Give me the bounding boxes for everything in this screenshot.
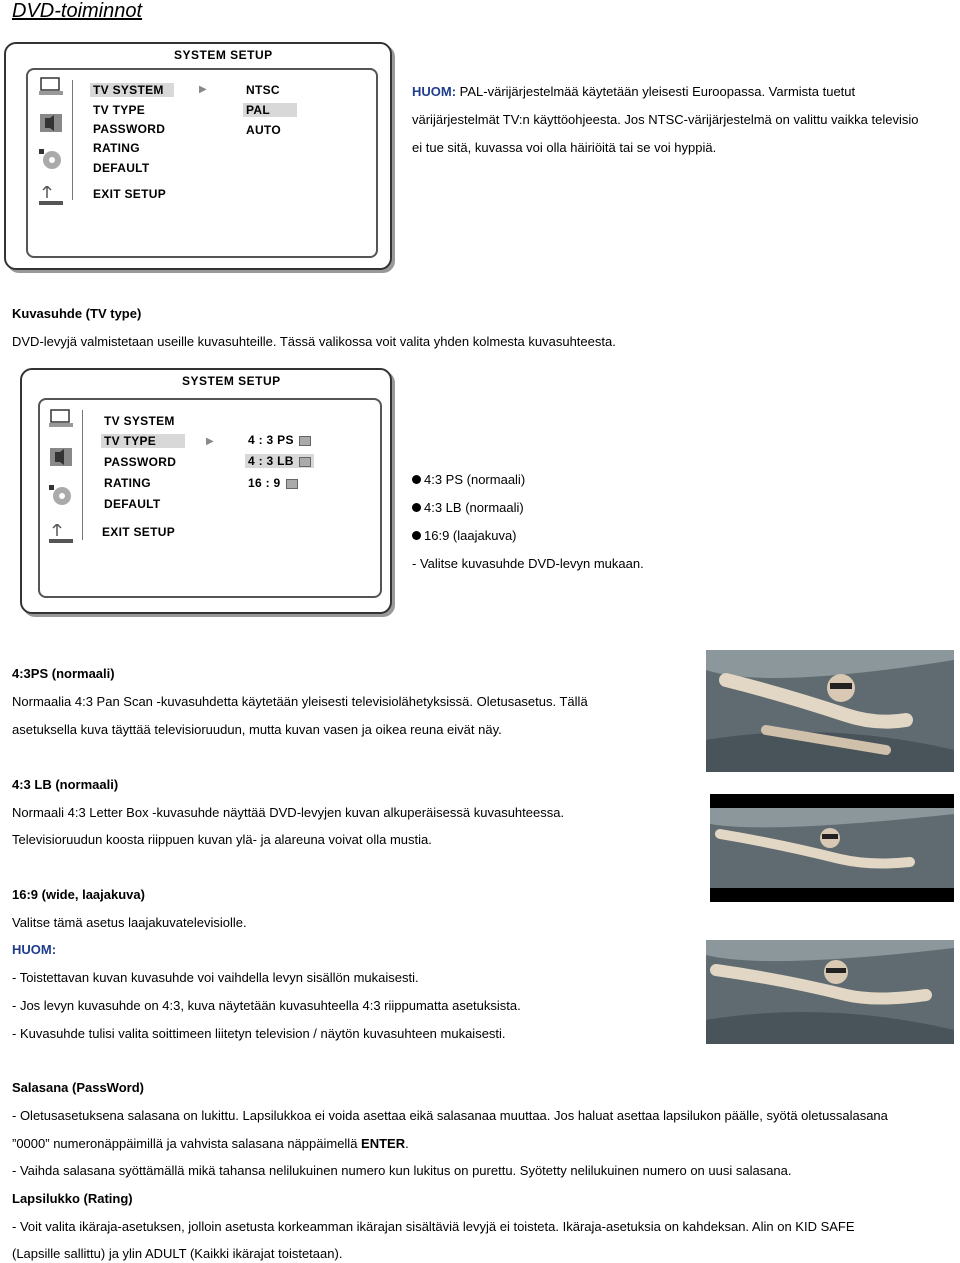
section-text: - Vaihda salasana syöttämällä mikä tahansa nelilukuinen numero kun lukitus on purettu. Syötetty nelilukuinen numero on uusi salasana. [12, 1163, 792, 1178]
option-auto[interactable]: AUTO [246, 123, 281, 137]
menu-header: SYSTEM SETUP [174, 48, 273, 62]
section-text-tv-type: DVD-levyjä valmistetaan useille kuvasuhteille. Tässä valikossa voit valita yhden kolmesta kuvasuhteesta. [12, 334, 616, 349]
note-text: PAL-värijärjestelmää käytetään yleisesti Euroopassa. Varmista tuetut [456, 84, 856, 99]
note-label: HUOM: [412, 84, 457, 99]
menu-panel [26, 68, 378, 258]
aspect-ratio-icon [286, 479, 298, 489]
note-pal-line3: ei tue sitä, kuvassa voi olla häiriöitä tai se voi hyppiä. [412, 140, 717, 155]
section-text: asetuksella kuva täyttää televisioruudun, mutta kuvan vasen ja oikea reuna eivät näy. [12, 722, 502, 737]
tv-icon [38, 76, 64, 98]
section-heading-rating: Lapsilukko (Rating) [12, 1191, 133, 1206]
swimmer-photo-lb [710, 794, 954, 902]
option-4-3-lb[interactable] [245, 454, 314, 468]
system-setup-menu-tv-type [20, 368, 392, 614]
section-heading-16-9: 16:9 (wide, laajakuva) [12, 887, 145, 902]
option-label: 4 : 3 LB [248, 454, 294, 468]
bullet-icon [412, 531, 421, 540]
option-16-9[interactable] [248, 476, 298, 490]
section-text: Televisioruudun koosta riippuen kuvan ylä- ja alareuna voivat olla mustia. [12, 832, 432, 847]
arrow-right-icon: ▶ [206, 436, 214, 447]
tv-icon [48, 408, 74, 430]
option-pal[interactable]: PAL [243, 103, 297, 117]
exit-icon [38, 186, 64, 208]
option-ntsc[interactable]: NTSC [246, 83, 280, 97]
section-text: - Voit valita ikäraja-asetuksen, jolloin asetusta korkeamman ikärajan sisältäviä levyjä ei toisteta. Ikäraja-asetuksia on kahdeksan. Alin on KID SAFE [12, 1219, 855, 1234]
section-text: - Oletusasetuksena salasana on lukittu. Lapsilukkoa ei voida asettaa eikä salasanaa muuttaa. Jos haluat asettaa lapsilukon päälle, syötä oletussalasana [12, 1108, 888, 1123]
menu-item-exit-setup[interactable]: EXIT SETUP [102, 525, 176, 539]
bullet-item: 4:3 PS (normaali) [412, 472, 525, 488]
aspect-ratio-icon [299, 457, 311, 467]
bullet-item: 4:3 LB (normaali) [412, 500, 524, 516]
section-heading-4-3-ps: 4:3PS (normaali) [12, 666, 115, 681]
bullet-icon [412, 475, 421, 484]
menu-item-rating[interactable]: RATING [93, 141, 140, 155]
bullet-icon [412, 503, 421, 512]
menu-item-tv-system[interactable]: TV SYSTEM [90, 83, 174, 97]
note-item: - Jos levyn kuvasuhde on 4:3, kuva näytetään kuvasuhteella 4:3 riippumatta asetuksista. [12, 998, 521, 1013]
note-pal-line2: värijärjestelmät TV:n käyttöohjeesta. Jos NTSC-värijärjestelmä on valittu vaikka televisio [412, 112, 919, 127]
menu-header: SYSTEM SETUP [182, 374, 281, 388]
menu-item-exit-setup[interactable]: EXIT SETUP [93, 187, 167, 201]
menu-item-password[interactable]: PASSWORD [93, 122, 166, 136]
section-text: Normaali 4:3 Letter Box -kuvasuhde näyttää DVD-levyjen kuvan alkuperäisessä kuvasuhteessa. [12, 805, 565, 820]
section-heading-tv-type: Kuvasuhde (TV type) [12, 306, 142, 321]
menu-item-password[interactable]: PASSWORD [104, 455, 177, 469]
bullets-note: - Valitse kuvasuhde DVD-levyn mukaan. [412, 556, 644, 571]
menu-divider [72, 80, 73, 200]
note-label: HUOM: [12, 942, 57, 957]
menu-item-default[interactable]: DEFAULT [104, 497, 161, 511]
speaker-icon [38, 112, 64, 134]
enter-key-label: ENTER [361, 1136, 406, 1151]
swimmer-photo-wide [706, 940, 954, 1044]
arrow-right-icon: ▶ [199, 84, 207, 95]
option-4-3-ps[interactable] [248, 433, 311, 447]
note-item: - Toistettavan kuvan kuvasuhde voi vaihdella levyn sisällön mukaisesti. [12, 970, 419, 985]
menu-item-rating[interactable]: RATING [104, 476, 151, 490]
aspect-ratio-icon [299, 436, 311, 446]
page-title: DVD-toiminnot [12, 0, 143, 22]
section-heading-4-3-lb: 4:3 LB (normaali) [12, 777, 119, 792]
option-label: 16 : 9 [248, 476, 281, 490]
menu-item-tv-system[interactable]: TV SYSTEM [104, 414, 175, 428]
section-text: (Lapsille sallittu) ja ylin ADULT (Kaikki ikärajat toistetaan). [12, 1246, 343, 1261]
system-setup-menu-tv-system [4, 42, 392, 270]
section-text: Valitse tämä asetus laajakuvatelevisiolle. [12, 915, 247, 930]
menu-panel [38, 398, 382, 598]
section-heading-password: Salasana (PassWord) [12, 1080, 144, 1095]
menu-item-tv-type[interactable]: TV TYPE [93, 103, 146, 117]
bullet-item: 16:9 (laajakuva) [412, 528, 517, 544]
menu-item-default[interactable]: DEFAULT [93, 161, 150, 175]
option-label: 4 : 3 PS [248, 433, 294, 447]
section-text: ”0000” numeronäppäimillä ja vahvista salasana näppäimellä ENTER. [12, 1136, 409, 1151]
disc-icon [48, 484, 74, 506]
swimmer-photo-ps [706, 650, 954, 772]
menu-divider [82, 410, 83, 540]
section-text: Normaalia 4:3 Pan Scan -kuvasuhdetta käytetään yleisesti televisiolähetyksissä. Oletusasetus. Tällä [12, 694, 588, 709]
speaker-icon [48, 446, 74, 468]
note-pal-line1 [412, 84, 855, 100]
note-item: - Kuvasuhde tulisi valita soittimeen liitetyn television / näytön kuvasuhteen mukaisesti. [12, 1026, 506, 1041]
menu-item-tv-type[interactable]: TV TYPE [101, 434, 185, 448]
exit-icon [48, 524, 74, 546]
disc-icon [38, 148, 64, 170]
